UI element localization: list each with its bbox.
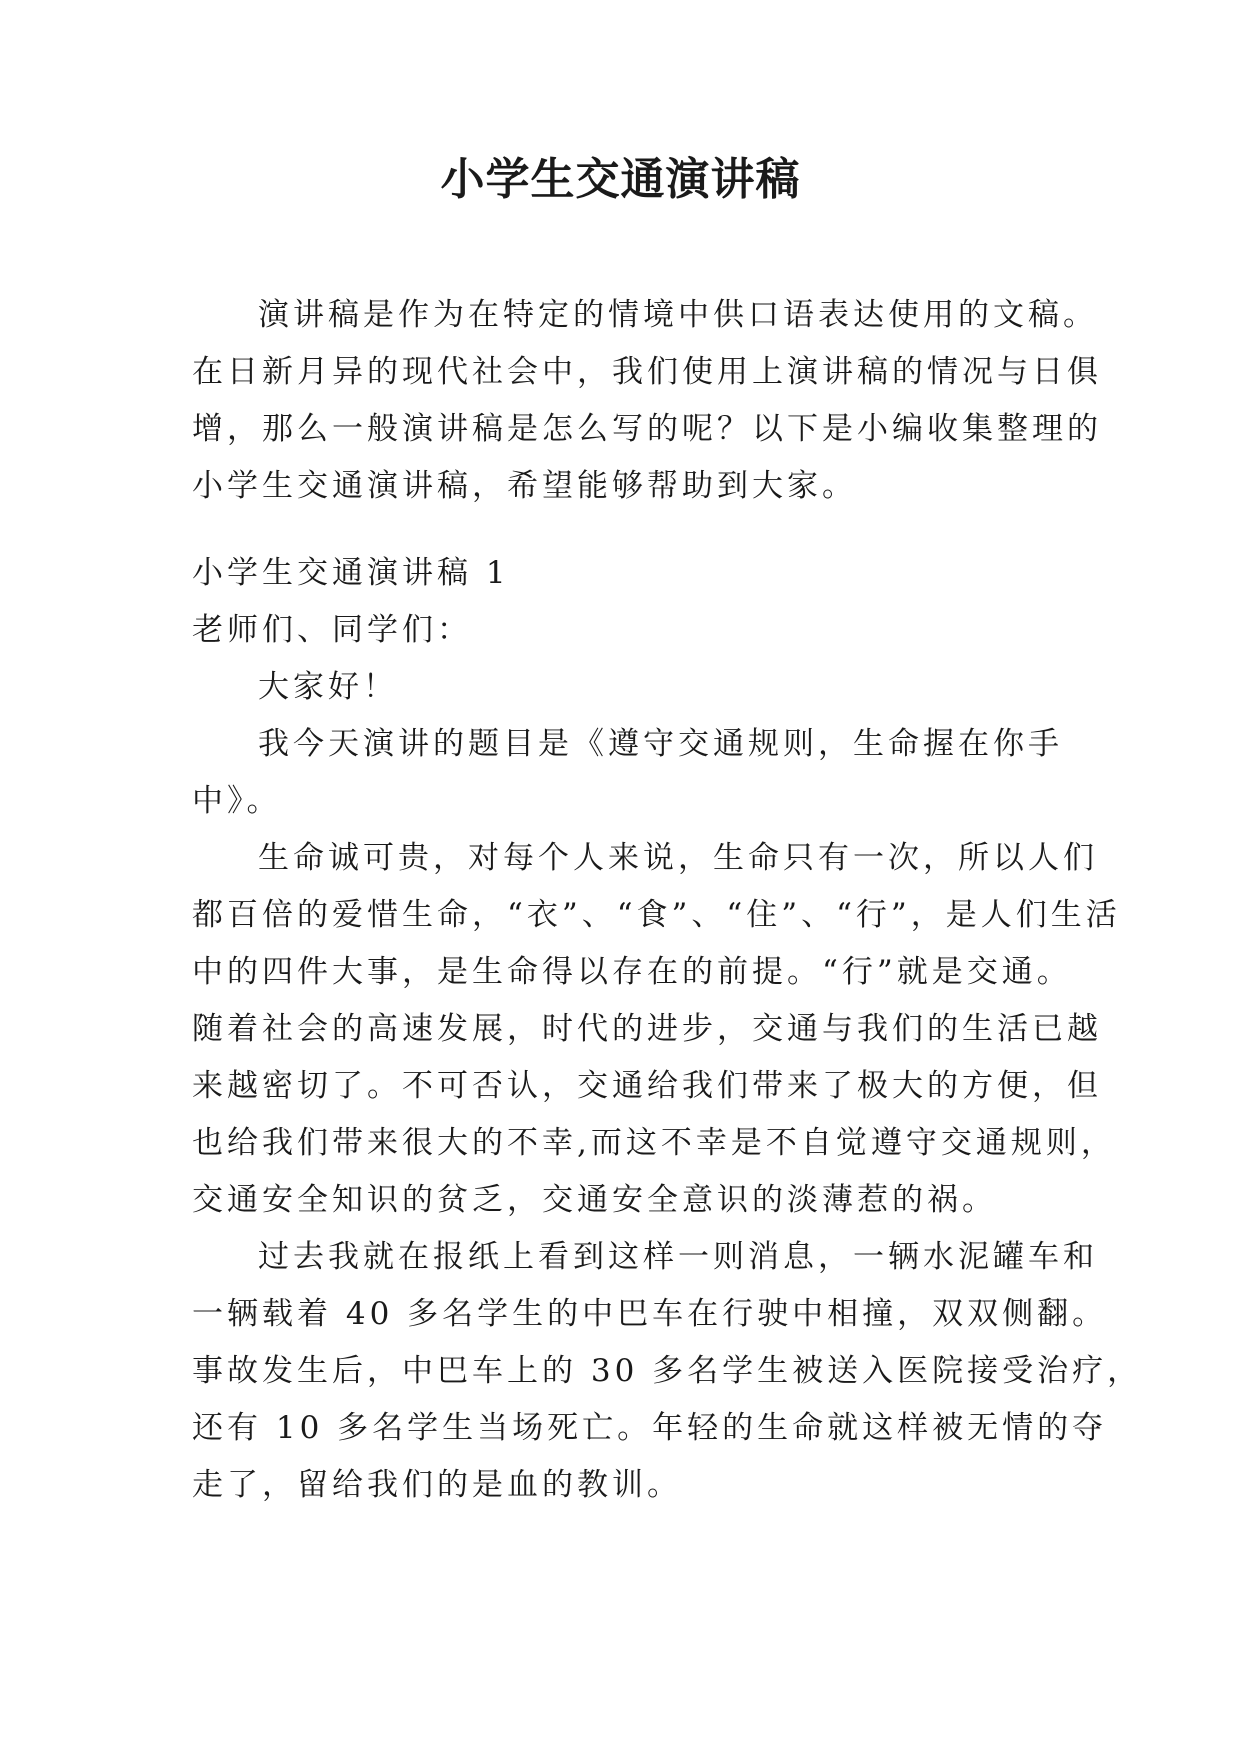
- paragraph-accident: [192, 1229, 1143, 1514]
- text-line: 随着社会的高速发展，时代的进步，交通与我们的生活已越: [192, 1011, 1102, 1047]
- text-line: 在日新月异的现代社会中，我们使用上演讲稿的情况与日俱: [192, 354, 1102, 390]
- text-line: 生命诚可贵，对每个人来说，生命只有一次，所以人们: [258, 840, 1098, 876]
- text-line: 来越密切了。不可否认，交通给我们带来了极大的方便，但: [192, 1068, 1102, 1104]
- text-line: 都百倍的爱惜生命，“衣”、“食”、“住”、“行”，是人们生活: [192, 897, 1121, 933]
- text-line: 中的四件大事，是生命得以存在的前提。“行”就是交通。: [192, 954, 1072, 990]
- text-line: 事故发生后，中巴车上的 30 多名学生被送入医院接受治疗，: [192, 1353, 1143, 1389]
- page-title: 小学生交通演讲稿: [440, 154, 801, 205]
- paragraph-life: [192, 830, 1121, 1229]
- text-line: 演讲稿是作为在特定的情境中供口语表达使用的文稿。: [258, 297, 1098, 333]
- text-line: 增，那么一般演讲稿是怎么写的呢？以下是小编收集整理的: [192, 411, 1102, 447]
- text-line: 中》。: [192, 783, 282, 819]
- text-line: 走了，留给我们的是血的教训。: [192, 1467, 682, 1503]
- intro-paragraph: [192, 287, 1102, 515]
- paragraph-topic: [192, 716, 1072, 830]
- text-line: 小学生交通演讲稿，希望能够帮助到大家。: [192, 468, 857, 504]
- text-line: 过去我就在报纸上看到这样一则消息，一辆水泥罐车和: [258, 1239, 1098, 1275]
- text-line: 我今天演讲的题目是《遵守交通规则，生命握在你手: [258, 726, 1063, 762]
- section-heading: 小学生交通演讲稿 1: [192, 555, 510, 591]
- text-line: 还有 10 多名学生当场死亡。年轻的生命就这样被无情的夺: [192, 1410, 1108, 1446]
- text-line: 也给我们带来很大的不幸,而这不幸是不自觉遵守交通规则，: [192, 1125, 1116, 1161]
- salutation: 老师们、同学们：: [192, 612, 472, 648]
- document-body: [192, 287, 1143, 1514]
- paragraph-gap: [192, 515, 1072, 545]
- text-line: 一辆载着 40 多名学生的中巴车在行驶中相撞，双双侧翻。: [192, 1296, 1108, 1332]
- greeting: 大家好！: [258, 669, 398, 705]
- text-line: 交通安全知识的贫乏，交通安全意识的淡薄惹的祸。: [192, 1182, 997, 1218]
